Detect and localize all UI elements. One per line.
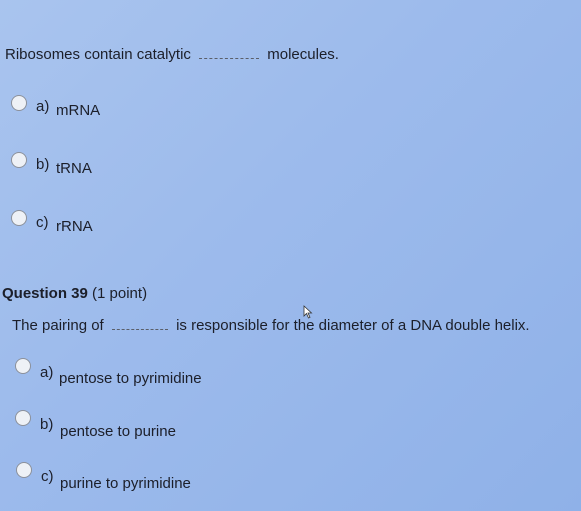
- option-letter: c): [36, 214, 49, 231]
- prompt-text-after: is responsible for the diameter of a DNA double helix.: [176, 317, 530, 334]
- option-letter: b): [40, 416, 54, 433]
- option-label: mRNA: [56, 102, 101, 119]
- option-letter: a): [40, 364, 54, 381]
- option-label: tRNA: [56, 160, 92, 177]
- answer-blank: [199, 58, 259, 59]
- option-label: pentose to purine: [60, 423, 176, 440]
- radio-button[interactable]: [11, 210, 27, 226]
- radio-button[interactable]: [11, 95, 27, 111]
- question-39-prompt: [12, 317, 530, 334]
- radio-button[interactable]: [15, 410, 31, 426]
- option-letter: b): [36, 156, 50, 173]
- mouse-cursor-icon: [303, 305, 313, 319]
- question-39-header: [2, 285, 147, 302]
- radio-button[interactable]: [16, 462, 32, 478]
- option-letter: c): [41, 468, 54, 485]
- prompt-text-before: Ribosomes contain catalytic: [5, 46, 191, 63]
- option-label: purine to pyrimidine: [60, 475, 191, 492]
- radio-button[interactable]: [11, 152, 27, 168]
- radio-button[interactable]: [15, 358, 31, 374]
- answer-blank: [112, 329, 168, 330]
- prompt-text-before: The pairing of: [12, 317, 104, 334]
- prompt-text-after: molecules.: [267, 46, 339, 63]
- option-letter: a): [36, 98, 50, 115]
- question-38-prompt: [5, 46, 339, 63]
- option-label: pentose to pyrimidine: [59, 370, 202, 387]
- option-label: rRNA: [56, 218, 93, 235]
- question-title: Question 39: [2, 285, 88, 302]
- question-points: (1 point): [92, 285, 148, 302]
